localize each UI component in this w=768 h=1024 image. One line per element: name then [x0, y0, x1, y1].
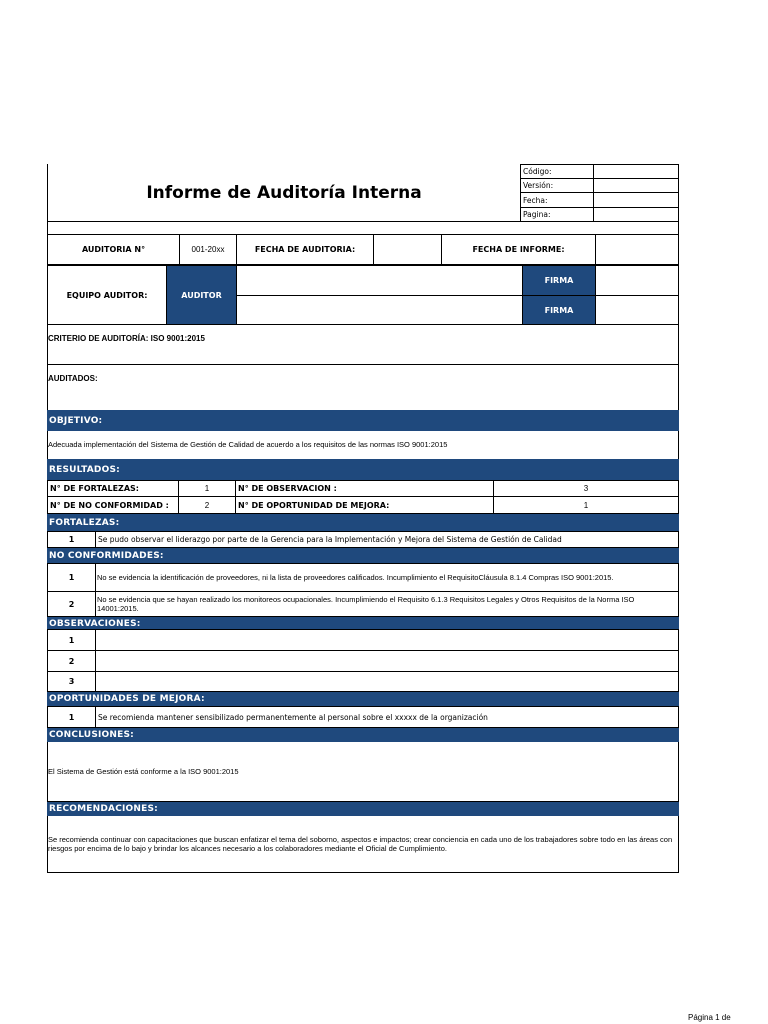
signature-field-2[interactable] [595, 296, 678, 324]
meta-code-label: Código: [520, 164, 594, 179]
strengths-count-label: N° DE FORTALEZAS: [47, 480, 179, 497]
audit-date-value[interactable] [373, 235, 441, 264]
strengths-count-value: 1 [178, 480, 236, 497]
audit-team-label: EQUIPO AUDITOR: [66, 290, 148, 300]
observation-row-text[interactable] [95, 630, 678, 650]
observations-count-value: 3 [493, 480, 679, 497]
audit-number-value: 001-20xx [179, 235, 236, 264]
meta-version-value [593, 178, 679, 193]
observation-row [47, 671, 679, 692]
meta-date-value [593, 192, 679, 208]
meta-page-label: Pagina: [520, 207, 594, 222]
observation-row-text[interactable] [95, 651, 678, 671]
report-date-label: FECHA DE INFORME: [441, 235, 595, 264]
improvements-heading: OPORTUNIDADES DE MEJORA: [47, 692, 679, 706]
improvement-row-text: Se recomienda mantener sensibilizado permanentemente al personal sobre el xxxxx de la organización [95, 707, 678, 727]
form-bottom-border [47, 872, 679, 873]
observation-row-text[interactable] [95, 672, 678, 691]
strength-row [47, 531, 679, 548]
audit-team-block [47, 265, 679, 325]
strength-row-number: 1 [68, 535, 75, 544]
nonconformity-row-text: No se evidencia que se hayan realizado los monitoreos ocupacionales. Incumplimiendo el Requisito 6.1.3 Requisitos Legales y Otros Requisitos de la Norma ISO 14001:2015. [95, 592, 678, 616]
audit-date-label: FECHA DE AUDITORIA: [236, 235, 373, 264]
improvement-count-label: N° DE OPORTUNIDAD DE MEJORA: [235, 496, 494, 514]
nonconformities-heading: NO CONFORMIDADES: [47, 548, 679, 563]
nonconformity-row [47, 591, 679, 617]
observations-heading: OBSERVACIONES: [47, 617, 679, 630]
meta-date-label: Fecha: [520, 192, 594, 208]
auditor-name-2[interactable] [236, 296, 522, 324]
conclusions-text: El Sistema de Gestión está conforme a la ISO 9001:2015 [48, 767, 239, 776]
recommendations-text: Se recomienda continuar con capacitaciones que buscan enfatizar el tema del soborno, aspectos e impactos; crear conciencia en cada uno de los trabajadores sobre todo en las áreas con riesgos por encima de lo bajo y brindar los alcances necesario a los colaboradores mediante el Oficial de Cumplimiento. [48, 835, 673, 853]
observation-row [47, 629, 679, 651]
improvement-row-number: 1 [68, 712, 75, 722]
audited-label: AUDITADOS: [48, 374, 98, 383]
meta-page-value [593, 207, 679, 222]
recommendations-heading: RECOMENDACIONES: [47, 802, 679, 816]
title-divider [47, 221, 679, 222]
criteria-divider [47, 364, 679, 365]
signature-label-1: FIRMA [522, 266, 595, 296]
nonconformity-row-text: No se evidencia la identificación de proveedores, ni la lista de proveedores calificados. Incumplimiento el RequisitoCláusula 8.1.4 Compras ISO 9001:2015. [95, 564, 678, 591]
observation-row-number: 2 [68, 656, 75, 666]
strengths-heading: FORTALEZAS: [47, 514, 679, 531]
nonconformity-row [47, 563, 679, 592]
signature-label-2: FIRMA [522, 296, 595, 324]
audit-info-row [47, 234, 679, 265]
nonconformity-count-label: N° DE NO CONFORMIDAD : [47, 496, 179, 514]
auditor-name-1[interactable] [236, 266, 522, 296]
meta-code-value [593, 164, 679, 179]
nonconformity-row-number: 2 [68, 599, 75, 609]
nonconformity-count-value: 2 [178, 496, 236, 514]
signature-field-1[interactable] [595, 266, 678, 296]
strength-row-text: Se pudo observar el liderazgo por parte de la Gerencia para la Implementación y Mejora del Sistema de Gestión de Calidad [95, 532, 678, 547]
audit-number-label: AUDITORIA N° [81, 245, 146, 254]
objective-text: Adecuada implementación del Sistema de Gestión de Calidad de acuerdo a los requisitos de las normas ISO 9001:2015 [48, 440, 448, 449]
results-heading: RESULTADOS: [47, 459, 679, 480]
observation-row [47, 650, 679, 672]
observation-row-number: 3 [68, 677, 75, 686]
observations-count-label: N° DE OBSERVACION : [235, 480, 494, 497]
meta-version-label: Versión: [520, 178, 594, 193]
nonconformity-row-number: 1 [68, 573, 75, 582]
report-date-value[interactable] [595, 235, 678, 264]
page-number: Página 1 de [688, 1013, 731, 1022]
document-meta-box [520, 164, 679, 222]
improvement-row [47, 706, 679, 728]
audit-criteria: CRITERIO DE AUDITORÍA: ISO 9001:2015 [48, 334, 205, 343]
document-title: Informe de Auditoría Interna [146, 182, 422, 203]
auditor-label: AUDITOR [166, 266, 236, 324]
objective-heading: OBJETIVO: [47, 410, 679, 431]
conclusions-heading: CONCLUSIONES: [47, 728, 679, 742]
observation-row-number: 1 [68, 635, 75, 645]
improvement-count-value: 1 [493, 496, 679, 514]
results-table [47, 480, 679, 514]
